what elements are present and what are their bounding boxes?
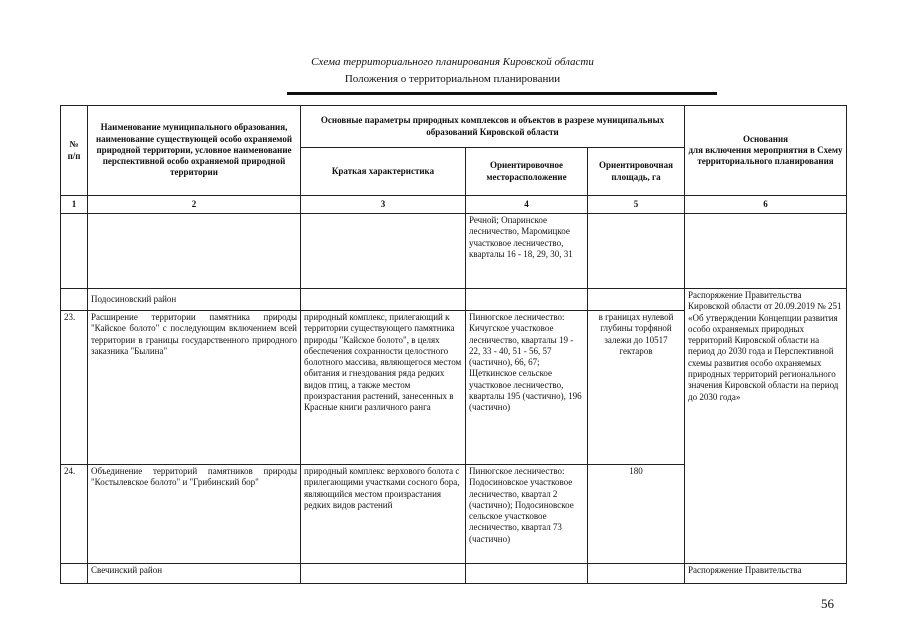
index-cell: 4 <box>466 196 588 214</box>
header-cell-brief: Краткая характеристика <box>301 148 466 196</box>
empty-cell <box>301 289 466 311</box>
row-number: 23. <box>61 311 88 465</box>
location-cell: Пинюгское лесничество: Подосиновское участковое лесничество, квартал 2 (частично); Подосиновское сельское участковое лесничество, квартал 73 (частично) <box>466 465 588 564</box>
index-cell: 6 <box>685 196 847 214</box>
empty-cell <box>61 289 88 311</box>
index-row <box>61 196 847 214</box>
header-cell-params-group: Основные параметры природных комплексов и объектов в разрезе муниципальных образований Кировской области <box>301 106 685 148</box>
document-subtitle: Положения о территориальном планировании <box>344 73 561 85</box>
header-cell-name: Наименование муниципального образования, наименование существующей особо охраняемой природной территории, условное наименование перспективной особо охраняемой природной территории <box>88 106 301 196</box>
table-row <box>61 214 847 289</box>
basis-cell: Распоряжение Правительства <box>685 564 847 584</box>
header-rule <box>287 92 717 95</box>
location-cell: Речной; Опаринское лесничество, Маромицкое участковое лесничество, кварталы 16 - 18, 29, 30, 31 <box>466 214 588 289</box>
empty-cell <box>88 214 301 289</box>
object-name: Расширение территории памятника природы "Кайское болото" с последующим включением всей территории в границы государственного природного заказника "Былина" <box>88 311 301 465</box>
table-header-row <box>61 106 847 148</box>
brief-description: природный комплекс верхового болота с прилегающими участками сосного бора, являющийся местом произрастания редких видов растений <box>301 465 466 564</box>
planning-table <box>60 105 847 584</box>
header-cell-location: Ориентировочное месторасположение <box>466 148 588 196</box>
index-cell: 2 <box>88 196 301 214</box>
area-cell: 180 <box>588 465 685 564</box>
empty-cell <box>466 564 588 584</box>
empty-cell <box>466 289 588 311</box>
header-cell-no: № п/п <box>61 106 88 196</box>
header-cell-area: Ориентировочная площадь, га <box>588 148 685 196</box>
row-number: 24. <box>61 465 88 564</box>
header-cell-basis: Основания для включения мероприятия в Схему территориального планирования <box>685 106 847 196</box>
basis-cell: Распоряжение Правительства Кировской области от 20.09.2019 № 251 «Об утверждении Концепции развития особо охраняемых природных территорий Кировской области на период до 2030 года и Перспективной схемы развития особо охраняемых природных территорий регионального значения Кировской области на период до 2030 года» <box>685 289 847 564</box>
district-row <box>61 564 847 584</box>
district-name: Подосиновский район <box>88 289 301 311</box>
brief-description: природный комплекс, прилегающий к территории существующего памятника природы "Кайское болото", в целях обеспечения сохранности целостного болотного массива, являющегося местом обитания и гнездования ряда редких видов птиц, а также местом произрастания растений, занесенных в Красные книги различного ранга <box>301 311 466 465</box>
index-cell: 1 <box>61 196 88 214</box>
index-cell: 5 <box>588 196 685 214</box>
district-row <box>61 289 847 311</box>
empty-cell <box>685 214 847 289</box>
object-name: Объединение территорий памятников природы "Костылевское болото" и "Грибинский бор" <box>88 465 301 564</box>
empty-cell <box>301 564 466 584</box>
district-name: Свечинский район <box>88 564 301 584</box>
empty-cell <box>588 289 685 311</box>
empty-cell <box>588 564 685 584</box>
page-number: 56 <box>821 596 834 611</box>
area-cell: в границах нулевой глубины торфяной залежи до 10517 гектаров <box>588 311 685 465</box>
document-title: Схема территориального планирования Кировской области <box>311 56 594 68</box>
empty-cell <box>301 214 466 289</box>
empty-cell <box>61 564 88 584</box>
location-cell: Пинюгское лесничество: Кичугское участковое лесничество, кварталы 19 - 22, 33 - 40, 51 - 56, 57 (частично), 66, 67; Щеткинское сельское участковое лесничество, кварталы 195 (частично), 196 (частично) <box>466 311 588 465</box>
empty-cell <box>588 214 685 289</box>
index-cell: 3 <box>301 196 466 214</box>
empty-cell <box>61 214 88 289</box>
